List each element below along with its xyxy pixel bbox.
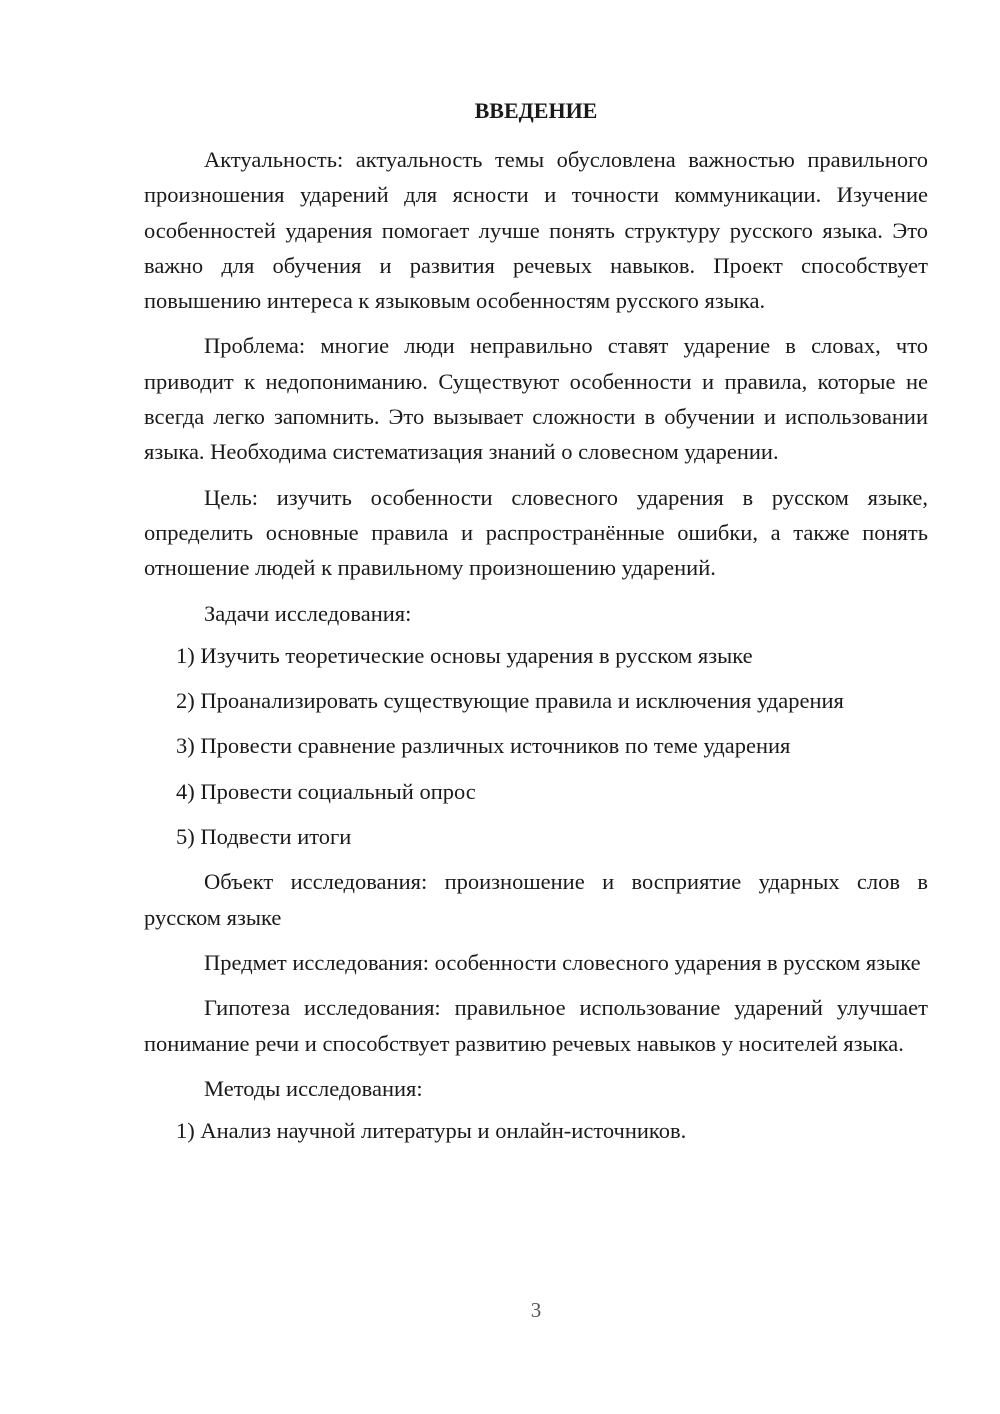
task-item: 5) Подвести итоги — [176, 824, 352, 850]
task-item: 4) Провести социальный опрос — [176, 778, 476, 804]
document-body — [144, 142, 928, 1158]
document-title: ВВЕДЕНИЕ — [474, 98, 598, 123]
tasks-heading: Задачи исследования: — [204, 600, 412, 626]
object-paragraph: Объект исследования: произношение и восприятие ударных слов в русском языке — [144, 869, 928, 930]
subject-paragraph: Предмет исследования: особенности словесного ударения в русском языке — [204, 949, 921, 975]
task-item: 3) Провести сравнение различных источников по теме ударения — [176, 733, 791, 759]
problem-paragraph: Проблема: многие люди неправильно ставят ударение в словах, что приводит к недопониманию. Существуют особенности и правила, которые не всегда легко запомнить. Это вызывает сложности в обучении и использовании языка. Необходима систематизация знаний о словесном ударении. — [144, 333, 928, 465]
task-item: 2) Проанализировать существующие правила и исключения ударения — [176, 688, 844, 714]
hypothesis-paragraph: Гипотеза исследования: правильное использование ударений улучшает понимание речи и способствует развитию речевых навыков у носителей языка. — [144, 995, 928, 1056]
page-number: 3 — [530, 1298, 542, 1322]
relevance-paragraph: Актуальность: актуальность темы обусловлена важностью правильного произношения ударений для ясности и точности коммуникации. Изучение особенностей ударения помогает лучше понять структуру русского языка. Это важно для обучения и развития речевых навыков. Проект способствует повышению интереса к языковым особенностям русского языка. — [144, 147, 928, 314]
task-item: 1) Изучить теоретические основы ударения в русском языке — [176, 642, 753, 668]
goal-paragraph: Цель: изучить особенности словесного ударения в русском языке, определить основные правила и распространённые ошибки, а также понять отношение людей к правильному произношению ударений. — [144, 484, 928, 581]
methods-heading: Методы исследования: — [204, 1075, 423, 1101]
method-item: 1) Анализ научной литературы и онлайн-источников. — [176, 1118, 687, 1144]
